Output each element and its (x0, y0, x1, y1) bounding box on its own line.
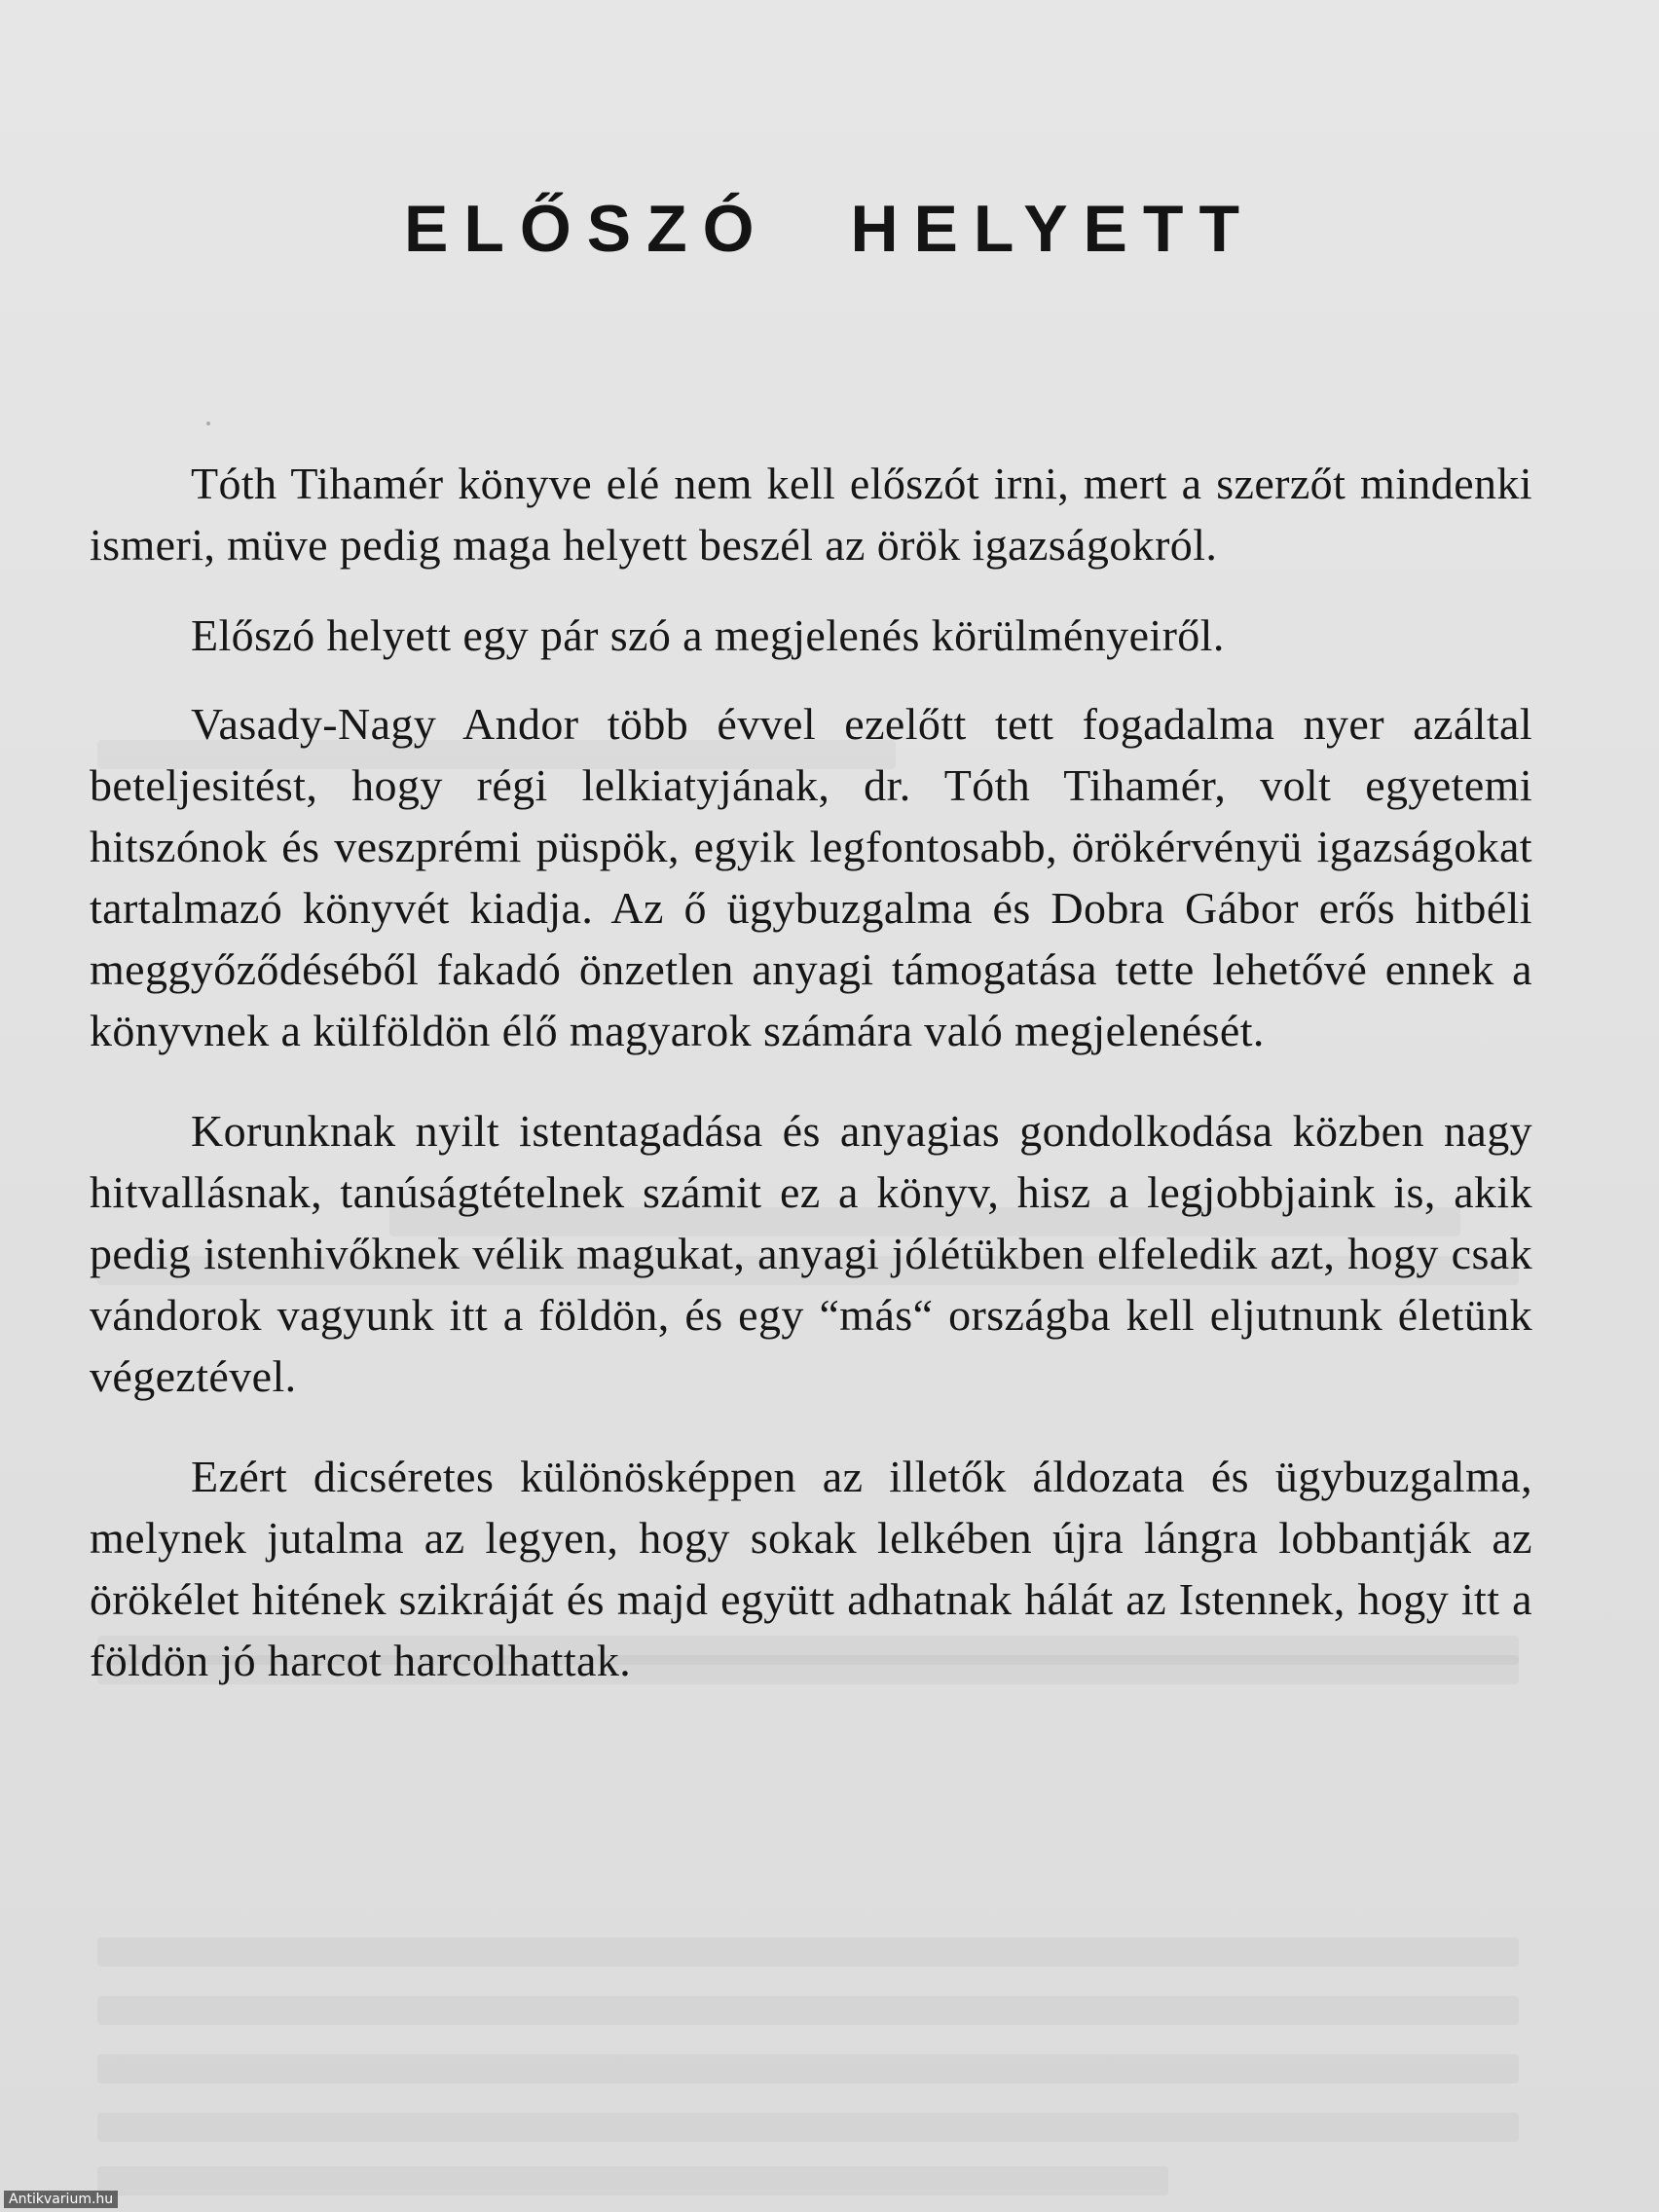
paper-speck (206, 422, 210, 425)
paragraph-3: Vasady-Nagy Andor több évvel ezelőtt tett fogadalma nyer azáltal beteljesitést, hogy régi lelkiatyjának, dr. Tóth Tihamér, volt egyetemi hitszónok és veszprémi püspök, egyik legfontosabb, örökérvényü igazságokat tartalmazó könyvét kiadja. Az ő ügybuzgalma és Dobra Gábor erős hitbéli meggyőződéséből fakadó önzetlen anyagi támogatása tette lehetővé ennek a könyvnek a külföldön élő magyarok számára való megjelenését. (90, 699, 1532, 1055)
preface-body (90, 453, 1532, 1720)
paragraph-2: Előszó helyett egy pár szó a megjelenés körülményeiről. (191, 610, 1225, 660)
paragraph-5: Ezért dicséretes különösképpen az illetők áldozata és ügybuzgalma, melynek jutalma az legyen, hogy sokak lelkében újra lángra lobbantják az örökélet hitének szikráját és majd együtt adhatnak hálát az Istennek, hogy itt a földön jó harcot harcolhattak. (90, 1452, 1532, 1685)
paragraph-1: Tóth Tihamér könyve elé nem kell előszót irni, mert a szerzőt mindenki ismeri, müve pedig maga helyett beszél az örök igazságokról. (90, 459, 1532, 570)
page-title: ELŐSZÓ HELYETT (403, 191, 1255, 266)
source-watermark: Antikvarium.hu (4, 2191, 118, 2208)
paragraph-4: Korunknak nyilt istentagadása és anyagias gondolkodása közben nagy hitvallásnak, tanúságtételnek számit ez a könyv, hisz a legjobbjaink is, akik pedig istenhivőknek vélik magukat, anyagi jólétükben elfeledik azt, hogy csak vándorok vagyunk itt a földön, és egy “más“ országba kell eljutnunk életünk végeztével. (90, 1106, 1532, 1401)
